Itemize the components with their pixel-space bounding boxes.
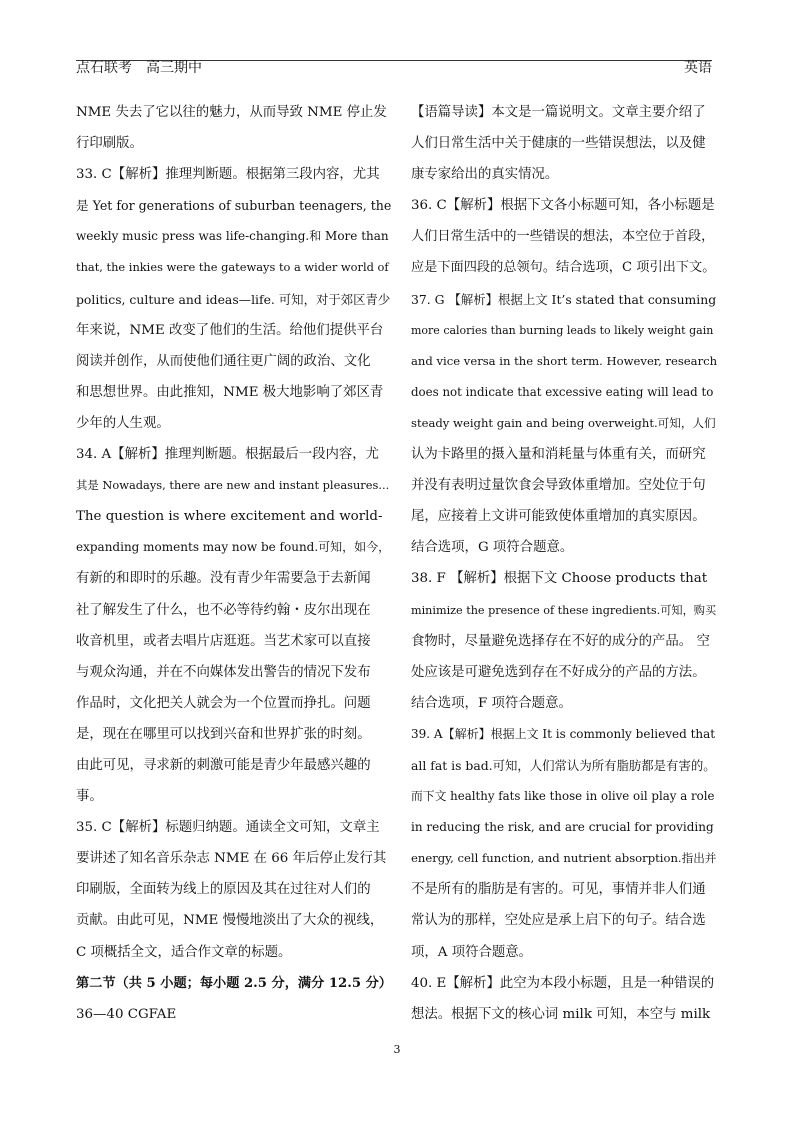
- text-line: NME 失去了它以往的魅力，从而导致 NME 停止发: [76, 105, 387, 120]
- text-line: 社了解发生了什么，也不必等待约翰・皮尔出现在: [76, 602, 371, 618]
- text-line: 要讲述了知名音乐杂志 NME 在 66 年后停止发行其: [76, 851, 387, 867]
- text-line: C 项概括全文，适合作文章的标题。: [76, 944, 292, 960]
- text-line: and vice versa in the short term. However, research: [411, 353, 718, 368]
- text-line: 39. A【解析】根据上文 It is commonly believed that: [411, 726, 716, 741]
- text-line: 尾，应接着上文讲可能致使体重增加的真实原因。: [411, 509, 706, 525]
- text-line: 行印刷版。: [76, 136, 143, 152]
- header-subject: 英语: [684, 60, 712, 76]
- text-line: weekly music press was life-changing.和 More than: [76, 229, 389, 244]
- text-line: 印刷版，全面转为线上的原因及其在过往对人们的: [76, 882, 371, 898]
- text-line: steady weight gain and being overweight.可知，人们: [411, 415, 716, 430]
- text-line: all fat is bad.可知，人们常认为所有脂肪都是有害的。: [411, 757, 716, 773]
- text-line: 事。: [76, 789, 103, 805]
- text-line: 40. E【解析】此空为本段小标题，且是一种错误的: [411, 975, 715, 991]
- text-line: The question is where excitement and world-: [76, 509, 383, 525]
- text-line: 结合选项，G 项符合题意。: [411, 540, 574, 556]
- text-line: 阅读并创作，从而使他们通往更广阔的政治、文化: [76, 353, 371, 369]
- text-line: 其是 Nowadays, there are new and instant pleasures...: [76, 478, 390, 493]
- text-line: in reducing the risk, and are crucial for providing: [411, 820, 714, 835]
- page-number: 3: [393, 1043, 401, 1056]
- text-line: 33. C【解析】推理判断题。根据第三段内容，尤其: [76, 167, 380, 183]
- text-line: that, the inkies were the gateways to a wider world of: [76, 260, 389, 275]
- text-line: 常认为的那样，空处应是承上启下的句子。结合选: [411, 913, 706, 929]
- text-line: minimize the presence of these ingredients.可知，购买: [411, 603, 717, 617]
- left-column: [76, 97, 392, 1030]
- text-line: 少年的人生观。: [76, 415, 170, 431]
- answer-key-line: 36—40 CGFAE: [76, 1006, 177, 1022]
- text-line: 人们日常生活中的一些错误的想法，本空位于首段，: [411, 229, 715, 245]
- text-line: 和思想世界。由此推知，NME 极大地影响了郊区青: [76, 384, 384, 400]
- right-column: [411, 97, 717, 1030]
- text-line: 不是所有的脂肪是有害的。可见，事情并非人们通: [411, 882, 706, 898]
- text-line: 35. C【解析】标题归纳题。通读全文可知，文章主: [76, 820, 380, 836]
- text-line: 38. F 【解析】根据下文 Choose products that: [411, 571, 708, 587]
- text-line: 认为卡路里的摄入量和消耗量与体重有关，而研究: [411, 447, 706, 463]
- text-line: 想法。根据下文的核心词 milk 可知，本空与 milk: [411, 1006, 711, 1022]
- text-line: 与观众沟通，并在不向媒体发出警告的情况下发布: [76, 664, 371, 680]
- text-line: 康专家给出的真实情况。: [411, 167, 559, 183]
- page-header: [76, 58, 712, 76]
- text-line: 是，现在在哪里可以找到兴奋和世界扩张的时刻。: [76, 726, 371, 742]
- header-exam-title: 点石联考 高三期中: [76, 60, 202, 76]
- text-line: 处应该是可避免选到存在不好成分的产品的方法。: [411, 664, 706, 680]
- text-line: 【语篇导读】本文是一篇说明文。文章主要介绍了: [411, 105, 706, 120]
- text-line: 应是下面四段的总领句。结合选项，C 项引出下文。: [411, 260, 716, 276]
- text-line: more calories than burning leads to likely weight gain: [411, 323, 714, 337]
- text-line: expanding moments may now be found.可知，如今，: [76, 540, 391, 555]
- text-line: 由此可见，寻求新的刺激可能是青少年最感兴趣的: [76, 757, 371, 773]
- text-line: 37. G 【解析】根据上文 It’s stated that consuming: [411, 291, 717, 307]
- text-line: 36. C【解析】根据下文各小标题可知，各小标题是: [411, 198, 715, 214]
- text-line: energy, cell function, and nutrient absorption.指出并: [411, 851, 717, 866]
- text-line: 收音机里，或者去唱片店逛逛。当艺术家可以直接: [76, 633, 371, 649]
- text-line: 食物时，尽量避免选择存在不好的成分的产品。 空: [411, 633, 710, 649]
- text-line: 人们日常生活中关于健康的一些错误想法，以及健: [411, 136, 706, 152]
- text-line: 有新的和即时的乐趣。没有青少年需要急于去新闻: [76, 571, 371, 587]
- text-line: 34. A【解析】推理判断题。根据最后一段内容，尤: [76, 447, 380, 463]
- text-line: 结合选项，F 项符合题意。: [411, 695, 572, 711]
- text-line: 而下文 healthy fats like those in olive oil play a role: [411, 789, 715, 804]
- text-line: 年来说，NME 改变了他们的生活。给他们提供平台: [76, 322, 384, 338]
- section-heading: 第二节（共 5 小题；每小题 2.5 分，满分 12.5 分）: [76, 975, 392, 991]
- text-line: 并没有表明过量饮食会导致体重增加。空处位于句: [411, 478, 706, 494]
- text-line: 贡献。由此可见，NME 慢慢地淡出了大众的视线，: [76, 913, 384, 929]
- text-line: does not indicate that excessive eating will lead to: [411, 384, 714, 399]
- text-line: 作品时，文化把关人就会为一个位置而挣扎。问题: [76, 695, 371, 711]
- text-line: 项，A 项符合题意。: [411, 944, 533, 960]
- text-line: politics, culture and ideas—life. 可知，对于郊区青少: [76, 291, 391, 307]
- text-line: 是 Yet for generations of suburban teenagers, the: [76, 198, 392, 214]
